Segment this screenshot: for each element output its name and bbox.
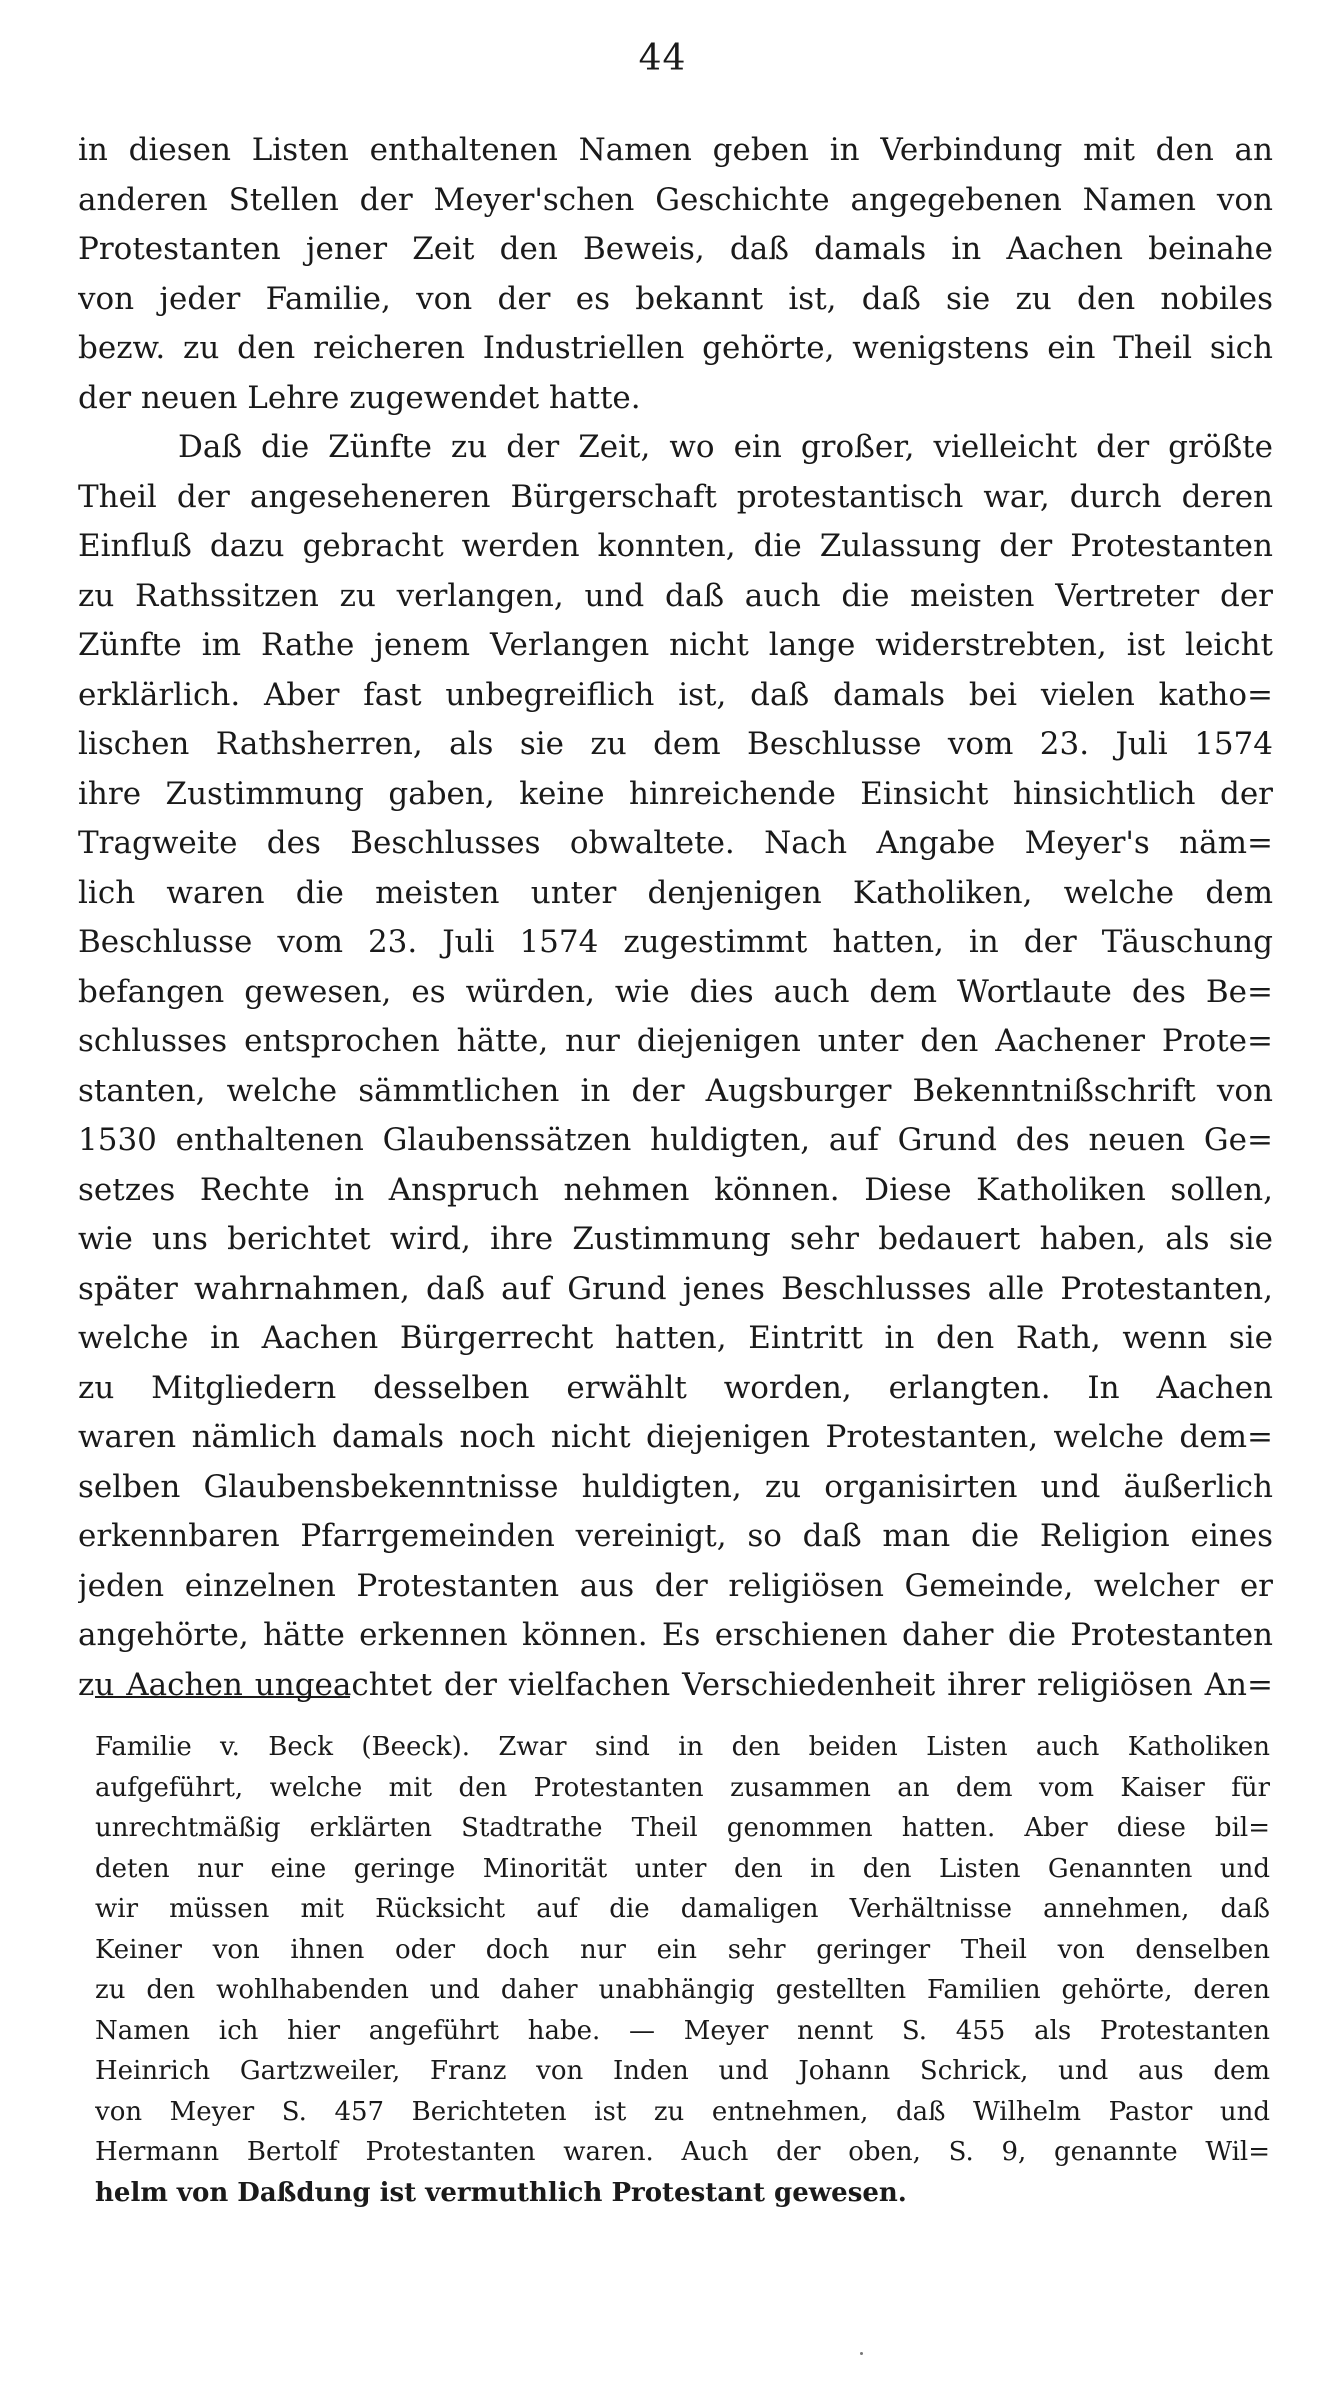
body-line: Protestanten jener Zeit den Beweis, daß damals in Aachen beinahe <box>78 231 1273 267</box>
body-line: selben Glaubensbekenntnisse huldigten, zu organisirten und äußerlich <box>78 1468 1273 1505</box>
footnote-line: Keiner von ihnen oder doch nur ein sehr geringer Theil von denselben <box>95 1934 1270 1965</box>
body-line: schlusses entsprochen hätte, nur diejenigen unter den Aachener Prote= <box>78 1023 1273 1059</box>
body-line: Theil der angeseheneren Bürgerschaft protestantisch war, durch deren <box>78 478 1273 515</box>
body-line: erkennbaren Pfarrgemeinden vereinigt, so daß man die Religion eines <box>78 1518 1273 1554</box>
footnote-line: von Meyer S. 457 Berichteten ist zu entnehmen, daß Wilhelm Pastor und <box>95 2096 1270 2127</box>
body-line: lischen Rathsherren, als sie zu dem Beschlusse vom 23. Juli 1574 <box>78 726 1273 762</box>
footnote-line: helm von Daßdung ist vermuthlich Protestant gewesen. <box>95 2177 907 2208</box>
body-line: lich waren die meisten unter denjenigen Katholiken, welche dem <box>78 874 1273 911</box>
body-text <box>78 126 1273 1710</box>
body-line: befangen gewesen, es würden, wie dies auch dem Wortlaute des Be= <box>78 973 1273 1010</box>
body-line: Tragweite des Beschlusses obwaltete. Nach Angabe Meyer's näm= <box>78 825 1273 861</box>
body-line: anderen Stellen der Meyer'schen Geschichte angegebenen Namen von <box>78 181 1273 218</box>
body-line: zu Rathssitzen zu verlangen, und daß auch die meisten Vertreter der <box>78 577 1273 614</box>
footnote-line: Heinrich Gartzweiler, Franz von Inden und Johann Schrick, und aus dem <box>95 2056 1270 2086</box>
footnote-line: Familie v. Beck (Beeck). Zwar sind in den beiden Listen auch Katholiken <box>95 1732 1270 1762</box>
body-line: setzes Rechte in Anspruch nehmen können. Diese Katholiken sollen, <box>78 1171 1273 1208</box>
body-line: zu Mitgliedern desselben erwählt worden, erlangten. In Aachen <box>78 1369 1273 1406</box>
footnote-line: deten nur eine geringe Minorität unter den in den Listen Genannten und <box>95 1853 1270 1884</box>
paper-speck <box>860 2352 863 2355</box>
body-line: Einfluß dazu gebracht werden konnten, die Zulassung der Protestanten <box>78 528 1273 564</box>
body-line: angehörte, hätte erkennen können. Es erschienen daher die Protestanten <box>78 1617 1273 1653</box>
body-line: waren nämlich damals noch nicht diejenigen Protestanten, welche dem= <box>78 1419 1273 1455</box>
body-line: 1530 enthaltenen Glaubenssätzen huldigten, auf Grund des neuen Ge= <box>78 1122 1273 1158</box>
body-line: Beschlusse vom 23. Juli 1574 zugestimmt hatten, in der Täuschung <box>78 924 1273 960</box>
body-line: Zünfte im Rathe jenem Verlangen nicht lange widerstrebten, ist leicht <box>78 627 1273 663</box>
body-line: der neuen Lehre zugewendet hatte. <box>78 379 641 416</box>
body-line: bezw. zu den reicheren Industriellen gehörte, wenigstens ein Theil sich <box>78 330 1273 366</box>
footnote-line: Hermann Bertolf Protestanten waren. Auch der oben, S. 9, genannte Wil= <box>95 2137 1270 2167</box>
page-number: 44 <box>638 38 687 79</box>
body-line: von jeder Familie, von der es bekannt ist, daß sie zu den nobiles <box>78 280 1273 317</box>
footnote-line: Namen ich hier angeführt habe. — Meyer nennt S. 455 als Protestanten <box>95 2015 1270 2046</box>
body-line: stanten, welche sämmtlichen in der Augsburger Bekenntnißschrift von <box>78 1072 1273 1109</box>
body-line: Daß die Zünfte zu der Zeit, wo ein großer, vielleicht der größte <box>178 429 1273 465</box>
body-line: später wahrnahmen, daß auf Grund jenes Beschlusses alle Protestanten, <box>78 1270 1273 1307</box>
body-line: zu Aachen ungeachtet der vielfachen Verschiedenheit ihrer religiösen An= <box>78 1666 1273 1703</box>
footnote-line: aufgeführt, welche mit den Protestanten zusammen an dem vom Kaiser für <box>95 1772 1270 1803</box>
body-line: ihre Zustimmung gaben, keine hinreichende Einsicht hinsichtlich der <box>78 775 1273 812</box>
body-line: wie uns berichtet wird, ihre Zustimmung sehr bedauert haben, als sie <box>78 1221 1273 1257</box>
footnote-line: zu den wohlhabenden und daher unabhängig gestellten Familien gehörte, deren <box>95 1975 1270 2005</box>
body-line: in diesen Listen enthaltenen Namen geben in Verbindung mit den an <box>78 132 1273 168</box>
body-line: jeden einzelnen Protestanten aus der religiösen Gemeinde, welcher er <box>78 1567 1273 1604</box>
footnote-line: wir müssen mit Rücksicht auf die damaligen Verhältnisse annehmen, daß <box>95 1894 1270 1924</box>
body-line: welche in Aachen Bürgerrecht hatten, Eintritt in den Rath, wenn sie <box>78 1320 1273 1356</box>
footnote-line: unrechtmäßig erklärten Stadtrathe Theil genommen hatten. Aber diese bil= <box>95 1813 1270 1843</box>
footnote <box>95 1727 1270 2213</box>
footnote-divider <box>95 1696 350 1698</box>
body-line: erklärlich. Aber fast unbegreiflich ist, daß damals bei vielen katho= <box>78 676 1273 713</box>
